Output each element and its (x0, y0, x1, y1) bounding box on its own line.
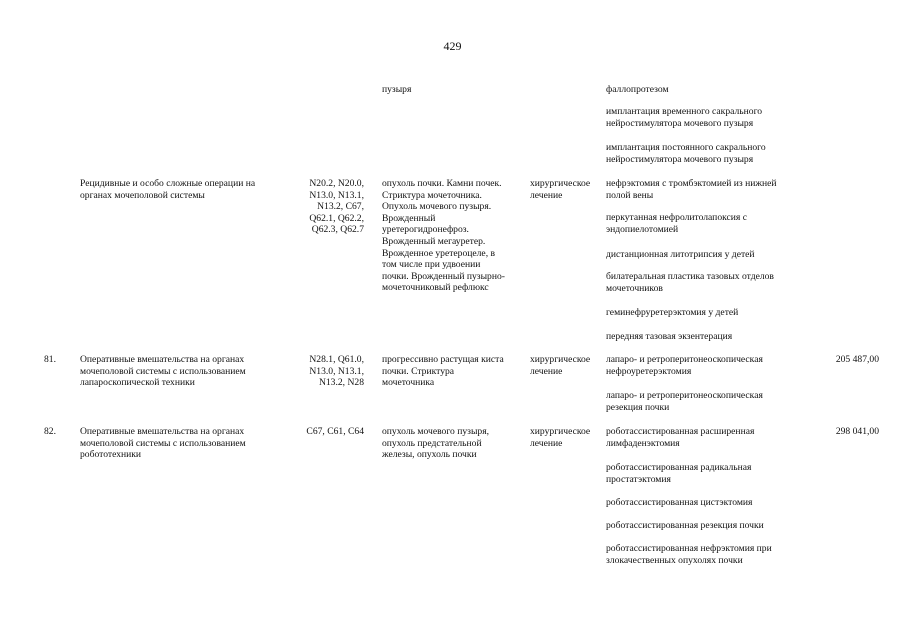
row-82-method-2: роботассистированная радикальная простатэктомия (606, 462, 752, 485)
page-number: 429 (443, 39, 462, 53)
row-81-codes: N28.1, Q61.0, N13.0, N13.1, N13.2, N28 (309, 354, 364, 389)
continuation-method-1: фаллопротезом (606, 84, 669, 95)
continuation-method-2: имплантация временного сакрального нейростимулятора мочевого пузыря (606, 106, 763, 129)
row-81-method-2: лапаро- и ретроперитонеоскопическая резекция почки (606, 390, 763, 413)
row-81-model: прогрессивно растущая киста почки. Стриктура мочеточника (382, 354, 504, 389)
row-81-price: 205 487,00 (835, 354, 879, 365)
row-82-number: 82. (44, 426, 56, 437)
row-82-model: опухоль мочевого пузыря, опухоль предстательной железы, опухоль почки (382, 426, 490, 461)
row-81-treatment: хирургическое лечение (530, 354, 591, 377)
row-81-name: Оперативные вмешательства на органах мочеполовой системы с использованием лапароскопической техники (80, 354, 246, 389)
row-complex-method-2: перкутанная нефролитолапоксия с эндопиелотомией (606, 212, 748, 235)
row-82-codes: C67, C61, C64 (306, 426, 364, 437)
row-82-treatment: хирургическое лечение (530, 426, 591, 449)
row-complex-model: опухоль почки. Камни почек. Стриктура мочеточника. Опухоль мочевого пузыря. Врожденный уретерогидронефроз. Врожденный мегауретер. Врожденное уретероцеле, в том числе при удвоении почки. Врожденный пузырно- мочеточниковый рефлюкс (382, 178, 505, 294)
row-complex-method-4: билатеральная пластика тазовых отделов мочеточников (606, 271, 774, 294)
row-81-method-1: лапаро- и ретроперитонеоскопическая нефроуретерэктомия (606, 354, 763, 377)
row-complex-method-3: дистанционная литотрипсия у детей (606, 249, 755, 260)
continuation-method-3: имплантация постоянного сакрального нейростимулятора мочевого пузыря (606, 142, 766, 165)
row-complex-method-1: нефрэктомия с тромбэктомией из нижней полой вены (606, 178, 777, 201)
row-82-method-4: роботассистированная резекция почки (606, 520, 764, 531)
continuation-model-text: пузыря (382, 84, 412, 95)
row-complex-codes: N20.2, N20.0, N13.0, N13.1, N13.2, C67, Q62.1, Q62.2, Q62.3, Q62.7 (309, 178, 364, 236)
row-82-method-1: роботассистированная расширенная лимфаденэктомия (606, 426, 755, 449)
row-complex-name: Рецидивные и особо сложные операции на органах мочеполовой системы (80, 178, 256, 201)
row-81-number: 81. (44, 354, 56, 365)
row-82-name: Оперативные вмешательства на органах мочеполовой системы с использованием робототехники (80, 426, 246, 461)
row-82-method-3: роботассистированная цистэктомия (606, 497, 753, 508)
row-complex-method-6: передняя тазовая экзентерация (606, 331, 733, 342)
row-82-price: 298 041,00 (835, 426, 879, 437)
row-complex-treatment: хирургическое лечение (530, 178, 591, 201)
row-82-method-5: роботассистированная нефрэктомия при злокачественных опухолях почки (606, 543, 772, 566)
row-complex-method-5: геминефруретерэктомия у детей (606, 307, 739, 318)
